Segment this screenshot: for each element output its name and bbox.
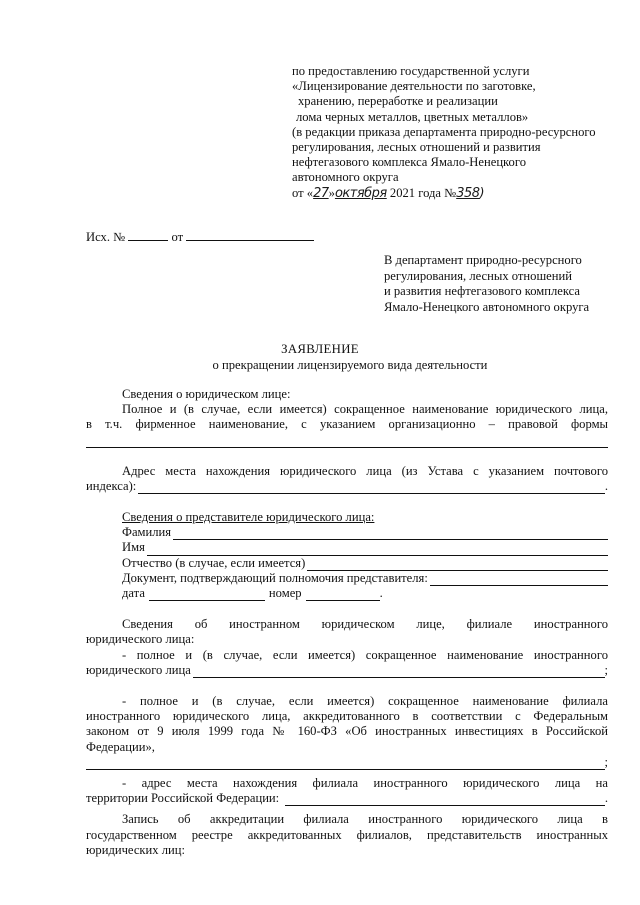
patronymic-row	[86, 556, 608, 571]
branch-name-row	[86, 755, 608, 770]
date-prefix: от «	[292, 185, 314, 200]
handwritten-paren: )	[479, 185, 485, 201]
authority-document-row	[86, 571, 608, 586]
accreditation-label-cont: юридических лиц:	[86, 842, 185, 857]
document-number-label: номер	[268, 586, 302, 601]
legal-address-label: Адрес места нахождения юридического лица (из Устава с указанием почтового	[122, 463, 608, 478]
recipient-line: В департамент природно-ресурсного	[384, 253, 582, 267]
recipient-line: Ямало-Ненецкого автономного округа	[384, 299, 590, 314]
punct: .	[379, 586, 383, 601]
document-date-label: дата	[122, 586, 145, 601]
punct: .	[604, 791, 608, 806]
recipient-block	[384, 253, 589, 315]
branch-name-label: - полное и (в случае, если имеется) сокращенное наименование филиала	[122, 694, 608, 709]
approval-header	[292, 64, 596, 201]
surname-field[interactable]	[173, 528, 608, 540]
recipient-line: регулирования, лесных отношений	[384, 268, 572, 283]
foreign-full-name-field[interactable]	[193, 666, 605, 678]
branch-name-label-cont: законом от 9 июля 1999 года № 160-ФЗ «Об иностранных инвестициях в Российской	[86, 724, 608, 739]
accreditation-label: Запись об аккредитации филиала иностранного юридического лица в	[122, 812, 608, 827]
branch-address-field[interactable]	[285, 794, 605, 806]
accreditation-label-cont: государственном реестре аккредитованных филиалов, представительств иностранных	[86, 827, 608, 842]
first-name-row	[86, 540, 608, 555]
foreign-entity-heading-cont: юридического лица:	[86, 632, 195, 647]
header-line: регулирования, лесных отношений и развития	[292, 140, 541, 155]
legal-address-label-cont: индекса):	[86, 478, 137, 493]
legal-entity-name-label: Полное и (в случае, если имеется) сокращенное наименование юридического лица,	[122, 402, 608, 417]
patronymic-field[interactable]	[307, 559, 608, 571]
branch-address-label-cont: территории Российской Федерации:	[86, 791, 280, 806]
document-date-row	[86, 586, 608, 601]
document-title: ЗАЯВЛЕНИЕ	[281, 342, 359, 356]
recipient-line: и развития нефтегазового комплекса	[384, 284, 581, 298]
foreign-full-name-label-cont: юридического лица	[86, 662, 191, 677]
representative-heading: Сведения о представителе юридического лица:	[122, 510, 375, 525]
header-line: по предоставлению государственной услуги	[292, 64, 530, 78]
branch-address-row	[86, 791, 608, 806]
foreign-full-name-row	[86, 663, 608, 678]
document-number-field[interactable]	[306, 589, 380, 601]
surname-row	[86, 525, 608, 540]
handwritten-day: 27	[313, 185, 329, 201]
header-line: хранению, переработке и реализации	[298, 94, 498, 109]
legal-address-field[interactable]	[138, 482, 605, 494]
ref-number-label: Исх. №	[86, 230, 126, 244]
punct: ;	[604, 754, 608, 769]
first-name-field[interactable]	[147, 544, 608, 556]
header-line: лома черных металлов, цветных металлов»	[296, 109, 529, 124]
header-line: автономного округа	[292, 170, 399, 185]
foreign-full-name-label: - полное и (в случае, если имеется) сокращенное наименование иностранного	[122, 647, 608, 662]
patronymic-label: Отчество (в случае, если имеется)	[122, 555, 306, 570]
authority-document-label: Документ, подтверждающий полномочия представителя:	[122, 570, 428, 585]
punct: ;	[604, 662, 608, 677]
outgoing-reference	[86, 229, 314, 245]
header-line: (в редакции приказа департамента природно-ресурсного	[292, 124, 596, 139]
branch-name-field[interactable]	[86, 758, 605, 770]
order-year: 2021 года №	[389, 185, 457, 200]
legal-address-row	[86, 479, 608, 494]
form-body	[86, 387, 608, 858]
document-date-field[interactable]	[149, 589, 265, 601]
legal-entity-name-field[interactable]	[86, 433, 608, 448]
ref-date-field[interactable]	[186, 229, 314, 241]
handwritten-order-number: 358	[456, 185, 480, 201]
surname-label: Фамилия	[122, 525, 172, 540]
date-quote-close: »	[328, 185, 335, 200]
branch-name-label-cont: иностранного юридического лица, аккредитованного в соответствии с Федеральным	[86, 709, 608, 724]
foreign-entity-heading: Сведения об иностранном юридическом лице, филиале иностранного	[122, 617, 608, 632]
authority-document-field[interactable]	[430, 574, 608, 586]
legal-entity-name-label-cont: в т.ч. фирменное наименование, с указанием организационно – правовой формы	[86, 417, 608, 432]
branch-address-label: - адрес места нахождения филиала иностранного юридического лица на	[122, 776, 608, 791]
punct: .	[604, 478, 608, 493]
legal-entity-heading: Сведения о юридическом лице:	[122, 387, 291, 401]
ref-date-label: от	[171, 230, 184, 244]
handwritten-month: октября	[334, 185, 387, 201]
header-line: «Лицензирование деятельности по заготовке,	[292, 79, 536, 94]
order-date-line	[292, 186, 596, 201]
header-line: нефтегазового комплекса Ямало-Ненецкого	[292, 155, 526, 170]
document-subtitle: о прекращении лицензируемого вида деятельности	[212, 358, 488, 372]
ref-number-field[interactable]	[128, 229, 168, 241]
branch-name-label-cont: Федерации»,	[86, 739, 155, 754]
first-name-label: Имя	[122, 540, 145, 555]
